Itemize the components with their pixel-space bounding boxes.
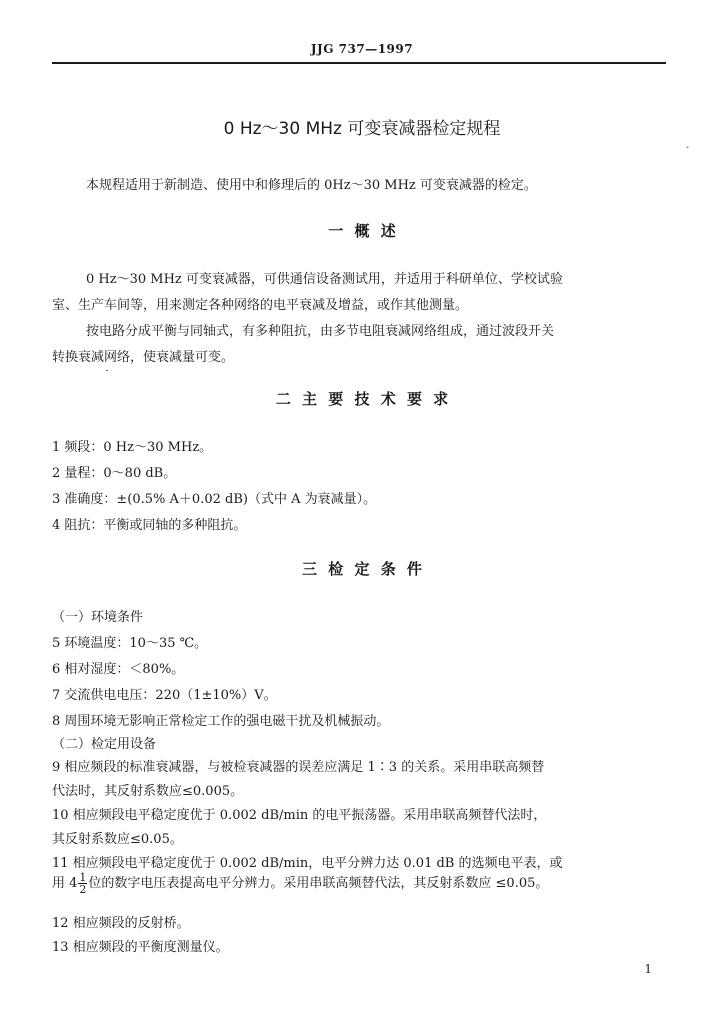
subsection-equipment: （二）检定用设备 [52,737,157,752]
requirement-item: 4 阻抗：平衡或同轴的多种阻抗。 [52,518,247,533]
requirement-item: 1 频段：0 Hz～30 MHz。 [52,440,213,455]
scan-speck [106,370,108,371]
header-rule [52,62,666,64]
requirement-item: 2 量程：0～80 dB。 [52,466,177,481]
fraction-denominator: 2 [79,883,87,896]
equipment-item-13: 13 相应频段的平衡度测量仪。 [52,940,229,955]
condition-item: 6 相对湿度：＜80%。 [52,662,185,677]
subsection-environment: （一）环境条件 [52,610,144,625]
equipment-item-10-line1: 10 相应频段电平稳定度优于 0.002 dB/min 的电平振荡器。采用串联高频替代法时， [52,808,547,823]
requirement-item: 3 准确度：±(0.5% A＋0.02 dB)（式中 A 为衰减量）。 [52,492,377,507]
section-1-heading: 一 概 述 [328,222,396,240]
document-title: 0 Hz～30 MHz 可变衰减器检定规程 [223,119,501,139]
equipment-item-12: 12 相应频段的反射桥。 [52,916,190,931]
section-1-para1-line1: 0 Hz～30 MHz 可变衰减器，可供通信设备测试用，并适用于科研单位、学校试验 [86,272,563,287]
equipment-item-11-line1: 11 相应频段电平稳定度优于 0.002 dB/min，电平分辨力达 0.01 dB 的选频电平表，或 [52,856,563,871]
equipment-item-9-line2: 代法时，其反射系数应≤0.005。 [52,784,244,799]
condition-item: 8 周围环境无影响正常检定工作的强电磁干扰及机械振动。 [52,714,390,729]
one-half-fraction [78,872,87,895]
equipment-item-10-line2: 其反射系数应≤0.05。 [52,832,183,847]
fraction-numerator: 1 [79,871,87,884]
section-1-para1-line2: 室、生产车间等，用来测定各种网络的电平衰减及增益，或作其他测量。 [52,298,469,313]
condition-item: 5 环境温度：10～35 ℃。 [52,636,208,651]
equipment-item-9-line1: 9 相应频段的标准衰减器，与被检衰减器的误差应满足 1∶3 的关系。采用串联高频替 [52,760,545,775]
standard-code-header: JJG 737—1997 [310,42,414,56]
margin-mark: ¸ [685,138,690,149]
section-2-heading: 二 主 要 技 术 要 求 [275,390,449,408]
condition-item: 7 交流供电电压：220（1±10%）V。 [52,688,277,703]
scope-statement: 本规程适用于新制造、使用中和修理后的 0Hz～30 MHz 可变衰减器的检定。 [86,178,537,193]
equipment-item-11-line2 [52,872,548,895]
page-number: 1 [644,962,652,976]
item-11-suffix: 位的数字电压表提高电平分辨力。采用串联高频替代法，其反射系数应 ≤0.05。 [88,876,549,891]
section-1-para2-line2: 转换衰减网络，使衰减量可变。 [52,350,235,365]
section-3-heading: 三 检 定 条 件 [302,560,422,578]
section-1-para2-line1: 按电路分成平衡与同轴式，有多种阻抗，由多节电阻衰减网络组成，通过波段开关 [86,324,555,339]
item-11-prefix: 用 4 [52,876,78,891]
